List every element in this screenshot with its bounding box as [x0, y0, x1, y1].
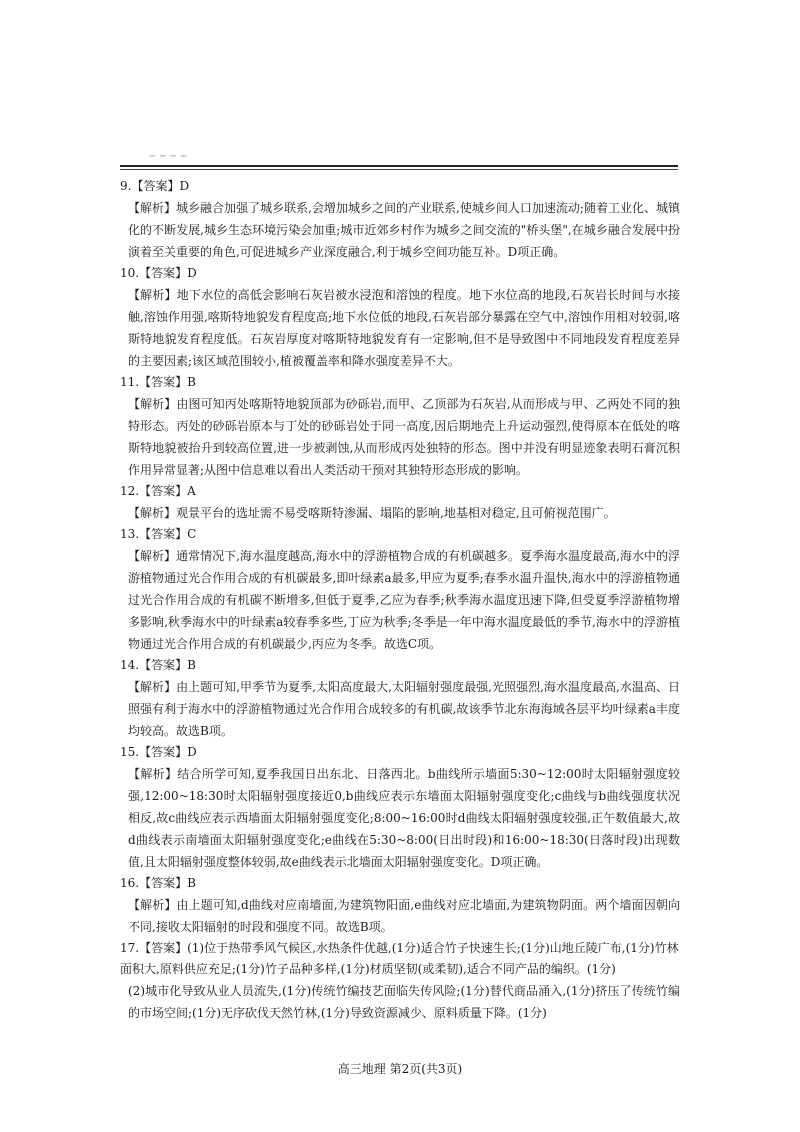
question-17 — [120, 938, 680, 1024]
answer-line: 17.【答案】(1)位于热带季风气候区,水热条件优越,(1分)适合竹子快速生长;(1分)山地丘陵广布,(1分)竹林面积大,原料供应充足;(1分)竹子品种多样,(1分)材质坚韧(或柔韧),适合不同产品的编织。(1分) — [120, 941, 679, 976]
answer-line: 12.【答案】A — [120, 484, 196, 498]
header-rule-thin — [120, 169, 678, 170]
explanation: 【解析】通常情况下,海水温度越高,海水中的浮游植物合成的有机碳越多。夏季海水温度最高,海水中的浮游植物通过光合作用合成的有机碳最多,即叶绿素a最多,甲应为夏季;春季水温升温快,海水中的浮游植物通过光合作用合成的有机碳不断增多,但低于夏季,乙应为春季;秋季海水温度迅速下降,但受夏季浮游植物增多影响,秋季海水中的叶绿素a较春季多些,丁应为秋季;冬季是一年中海水温度最低的季节,海水中的浮游植物通过光合作用合成的有机碳最少,丙应为冬季。故选C项。 — [128, 549, 680, 651]
answer-line: 14.【答案】B — [120, 658, 196, 672]
question-15 — [120, 742, 680, 873]
header-rule-thick — [120, 165, 678, 167]
question-13 — [120, 524, 680, 655]
explanation: 【解析】由上题可知,甲季节为夏季,太阳高度最大,太阳辐射强度最强,光照强烈,海水温度最高,水温高、日照强有利于海水中的浮游植物通过光合作用合成较多的有机碳,故该季节北东海海域各层平均叶绿素a丰度均较高。故选B项。 — [128, 680, 680, 738]
answer-line: 15.【答案】D — [120, 745, 197, 759]
question-11 — [120, 372, 680, 481]
header-mark: ─ ─ ─ ─ — [150, 152, 188, 162]
answer-line: 9.【答案】D — [120, 179, 190, 193]
question-14 — [120, 655, 680, 742]
explanation: 【解析】观景平台的选址需不易受喀斯特渗漏、塌陷的影响,地基相对稳定,且可俯视范围广。 — [128, 506, 616, 520]
answer-line: 10.【答案】D — [120, 266, 197, 280]
explanation: 【解析】由图可知丙处喀斯特地貌顶部为砂砾岩,而甲、乙顶部为石灰岩,从而形成与甲、乙两处不同的独特形态。丙处的砂砾岩原本与丁处的砂砾岩处于同一高度,因后期地壳上升运动强烈,使得原本在低处的喀斯特地貌被抬升到较高位置,进一步被剥蚀,从而形成丙处独特的形态。图中并没有明显迹象表明石膏沉积作用异常显著;从图中信息难以看出人类活动干预对其独特形态形成的影响。 — [128, 397, 680, 477]
answer-line: 16.【答案】B — [120, 876, 196, 890]
question-16 — [120, 873, 680, 938]
page-footer: 高三地理 第2页(共3页) — [337, 1062, 463, 1076]
question-9 — [120, 176, 680, 263]
answer-line: 11.【答案】B — [120, 375, 196, 389]
explanation: (2)城市化导致从业人员流失,(1分)传统竹编技艺面临失传风险;(1分)替代商品涌入,(1分)挤压了传统竹编的市场空间;(1分)无序砍伐天然竹林,(1分)导致资源减少、原料质量下降。(1分) — [128, 984, 680, 1020]
explanation: 【解析】城乡融合加强了城乡联系,会增加城乡之间的产业联系,使城乡间人口加速流动;随着工业化、城镇化的不断发展,城乡生态环境污染会加重;城市近郊乡村作为城乡之间交流的"桥头堡",在城乡融合发展中扮演着至关重要的角色,可促进城乡产业深度融合,利于城乡空间功能互补。D项正确。 — [128, 201, 680, 259]
question-12 — [120, 481, 680, 524]
explanation: 【解析】由上题可知,d曲线对应南墙面,为建筑物阳面,e曲线对应北墙面,为建筑物阴面。两个墙面因朝向不同,接收太阳辐射的时段和强度不同。故选B项。 — [128, 898, 680, 934]
explanation: 【解析】地下水位的高低会影响石灰岩被水浸泡和溶蚀的程度。地下水位高的地段,石灰岩长时间与水接触,溶蚀作用强,喀斯特地貌发育程度高;地下水位低的地段,石灰岩部分暴露在空气中,溶蚀作用相对较弱,喀斯特地貌发育程度低。石灰岩厚度对喀斯特地貌发育有一定影响,但不是导致图中不同地段发育程度差异的主要因素;该区域范围较小,植被覆盖率和降水强度差异不大。 — [128, 288, 680, 368]
question-10 — [120, 263, 680, 372]
explanation: 【解析】结合所学可知,夏季我国日出东北、日落西北。b曲线所示墙面5:30~12:00时太阳辐射强度较强,12:00~18:30时太阳辐射强度接近0,b曲线应表示东墙面太阳辐射强度变化;c曲线与b曲线强度状况相反,故c曲线应表示西墙面太阳辐射强度变化;8:00~16:00时d曲线太阳辐射强度较强,正午数值最大,故d曲线表示南墙面太阳辐射强度变化;e曲线在5:30~8:00(日出时段)和16:00~18:30(日落时段)出现数值,且太阳辐射强度整体较弱,故e曲线表示北墙面太阳辐射强度变化。D项正确。 — [128, 767, 680, 869]
answer-list — [120, 176, 680, 1024]
answer-line: 13.【答案】C — [120, 527, 197, 541]
